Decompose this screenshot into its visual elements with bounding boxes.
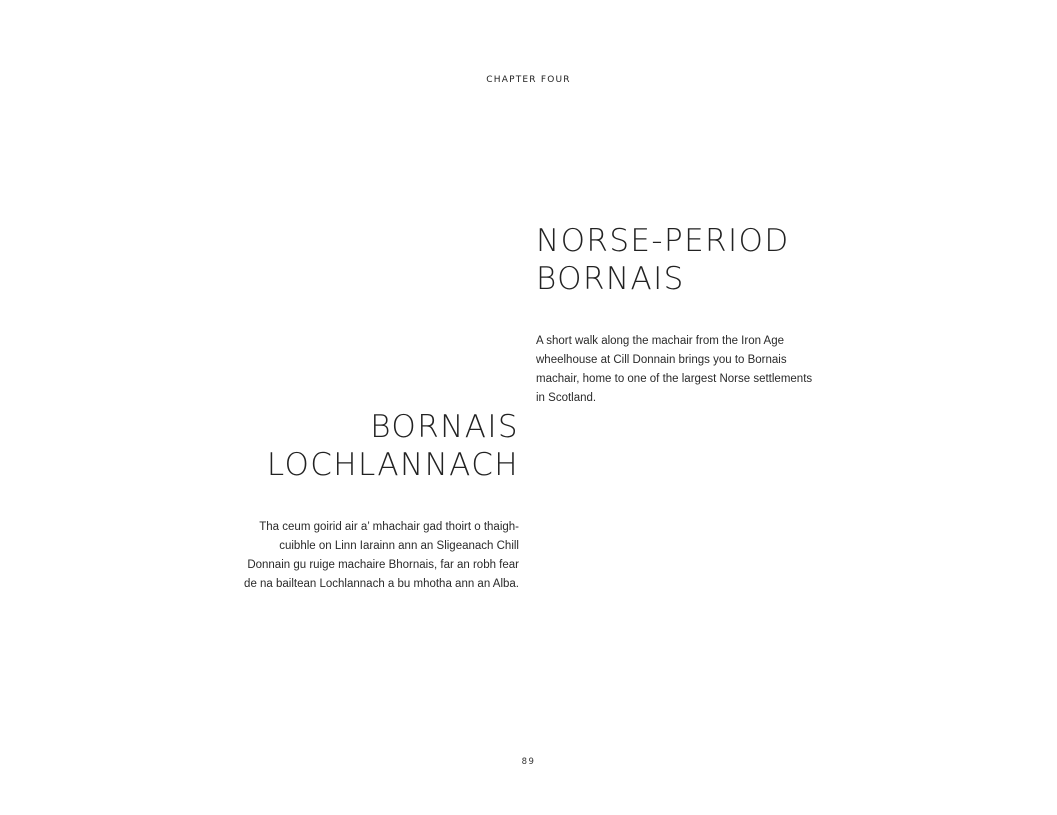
- body-gaelic-line: cuibhle on Linn Iarainn ann an Sligeanach Chill: [279, 540, 519, 552]
- body-english-line: wheelhouse at Cill Donnain brings you to Bornais: [536, 354, 787, 366]
- page-number: 89: [521, 757, 536, 767]
- running-head-chapter: CHAPTER FOUR: [486, 75, 571, 85]
- body-english-line: in Scotland.: [536, 392, 597, 404]
- heading-english: [536, 222, 790, 298]
- body-text-english: [536, 332, 812, 408]
- heading-english-line: BORNAIS: [536, 261, 685, 297]
- body-english-line: machair, home to one of the largest Norse settlements: [536, 373, 813, 385]
- heading-gaelic: [267, 408, 519, 484]
- heading-gaelic-line: BORNAIS: [370, 409, 519, 445]
- body-gaelic-line: Tha ceum goirid air a’ mhachair gad thoirt o thaigh-: [259, 521, 519, 533]
- body-text-gaelic: [244, 518, 519, 594]
- heading-english-line: NORSE-PERIOD: [536, 223, 790, 259]
- body-gaelic-line: Donnain gu ruige machaire Bhornais, far an robh fear: [247, 559, 519, 571]
- body-gaelic-line: de na bailtean Lochlannach a bu mhotha ann an Alba.: [244, 578, 519, 590]
- body-english-line: A short walk along the machair from the Iron Age: [536, 335, 785, 347]
- heading-gaelic-line: LOCHLANNACH: [266, 447, 519, 483]
